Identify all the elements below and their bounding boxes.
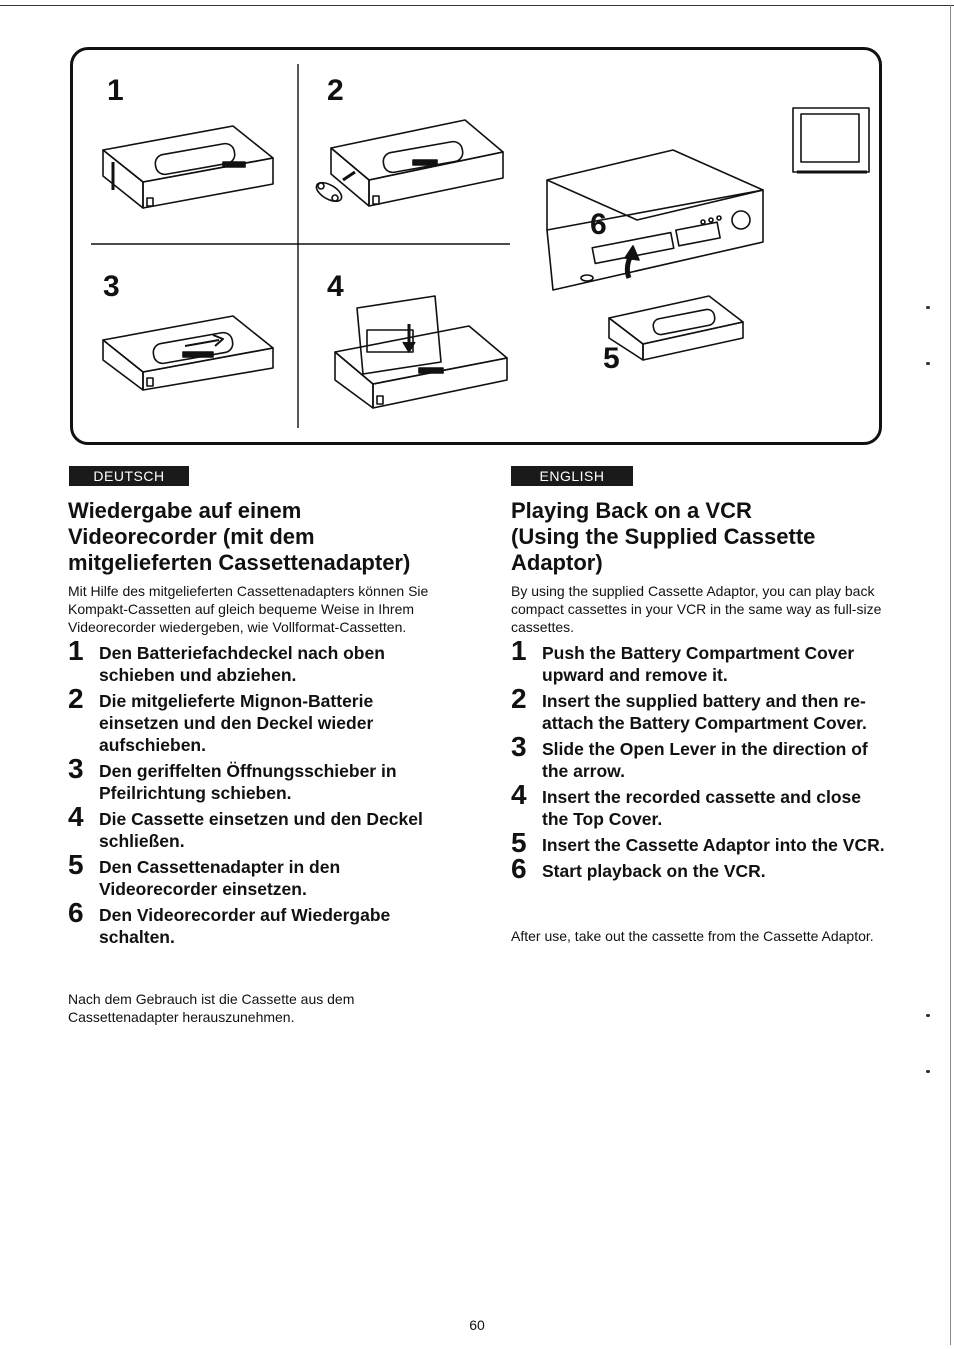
margin-mark	[926, 1070, 930, 1073]
english-step	[511, 853, 891, 884]
deutsch-title	[68, 498, 448, 576]
step-number: 4	[68, 801, 84, 832]
step-number: 2	[511, 683, 527, 714]
tv-drawing	[793, 108, 869, 172]
step-number: 6	[68, 897, 84, 928]
deutsch-step	[68, 683, 448, 756]
cassette-adaptor-drawing-2	[313, 120, 503, 206]
right-margin-rule	[950, 5, 951, 1345]
step-number: 3	[511, 731, 527, 762]
panel-number-4: 4	[327, 270, 344, 303]
top-rule	[0, 5, 954, 6]
deutsch-title-line: Wiedergabe auf einem	[68, 498, 302, 523]
cassette-adaptor-drawing-1	[103, 126, 273, 208]
step-number: 6	[511, 853, 527, 884]
cassette-adaptor-drawing-3	[103, 316, 273, 390]
step-number: 3	[68, 753, 84, 784]
step-number: 4	[511, 779, 527, 810]
english-title-line: Adaptor)	[511, 550, 603, 575]
english-step	[511, 779, 891, 830]
step-text: Insert the supplied battery and then re-attach the Battery Compartment Cover.	[542, 691, 867, 733]
deutsch-step	[68, 801, 448, 852]
deutsch-column	[68, 498, 448, 952]
step-number: 5	[68, 849, 84, 880]
cassette-adaptor-drawing-5	[609, 296, 743, 360]
illustration-drawing	[73, 50, 879, 442]
page-number: 60	[469, 1317, 485, 1333]
step-text: Insert the recorded cassette and close the Top Cover.	[542, 787, 862, 829]
english-steps	[511, 635, 891, 884]
step-text: Den Cassettenadapter in den Videorecorder einsetzen.	[99, 857, 341, 899]
english-title-line: Playing Back on a VCR	[511, 498, 752, 523]
step-text: Die Cassette einsetzen und den Deckel schließen.	[99, 809, 423, 851]
english-title-line: (Using the Supplied Cassette	[511, 524, 816, 549]
deutsch-step	[68, 897, 448, 948]
step-text: Slide the Open Lever in the direction of the arrow.	[542, 739, 868, 781]
english-intro: By using the supplied Cassette Adaptor, you can play back compact cassettes in your VCR in the same way as full-size cassettes.	[511, 583, 882, 635]
step-number: 5	[511, 827, 527, 858]
cassette-adaptor-drawing-4	[335, 296, 507, 408]
language-badge-deutsch: DEUTSCH	[69, 466, 189, 486]
step-number: 1	[511, 635, 527, 666]
english-step	[511, 683, 891, 734]
step-text: Den geriffelten Öffnungsschieber in Pfeilrichtung schieben.	[99, 761, 397, 803]
margin-mark	[926, 306, 930, 309]
deutsch-after-use-note: Nach dem Gebrauch ist die Cassette aus dem Cassettenadapter herauszunehmen.	[68, 991, 355, 1025]
vcr-drawing	[547, 150, 763, 290]
english-step	[511, 635, 891, 686]
deutsch-step	[68, 753, 448, 804]
step-text: Den Videorecorder auf Wiedergabe schalten.	[99, 905, 391, 947]
panel-number-1: 1	[107, 74, 124, 107]
language-badge-english: ENGLISH	[511, 466, 633, 486]
deutsch-steps	[68, 635, 448, 948]
step-text: Push the Battery Compartment Cover upward and remove it.	[542, 643, 855, 685]
step-text: Die mitgelieferte Mignon-Batterie einsetzen und den Deckel wieder aufschieben.	[99, 691, 374, 755]
deutsch-intro: Mit Hilfe des mitgelieferten Cassettenadapters können Sie Kompakt-Cassetten auf gleich bequeme Weise in Ihrem Videorecorder wiedergeben, wie Vollformat-Cassetten.	[68, 583, 429, 635]
english-after-use-note: After use, take out the cassette from the Cassette Adaptor.	[511, 928, 874, 944]
deutsch-title-line: mitgelieferten Cassettenadapter)	[68, 550, 411, 575]
english-step	[511, 827, 891, 858]
step-text: Start playback on the VCR.	[542, 861, 766, 881]
deutsch-step	[68, 635, 448, 686]
english-title	[511, 498, 891, 576]
english-step	[511, 731, 891, 782]
panel-number-3: 3	[103, 270, 120, 303]
deutsch-title-line: Videorecorder (mit dem	[68, 524, 315, 549]
english-column	[511, 498, 891, 886]
step-text: Insert the Cassette Adaptor into the VCR.	[542, 835, 885, 855]
step-text: Den Batteriefachdeckel nach oben schieben und abziehen.	[99, 643, 385, 685]
callout-number-5: 5	[603, 342, 620, 375]
margin-mark	[926, 362, 930, 365]
panel-number-2: 2	[327, 74, 344, 107]
illustration-box	[70, 47, 882, 445]
step-number: 1	[68, 635, 84, 666]
margin-mark	[926, 1014, 930, 1017]
deutsch-step	[68, 849, 448, 900]
callout-number-6: 6	[590, 208, 607, 241]
step-number: 2	[68, 683, 84, 714]
